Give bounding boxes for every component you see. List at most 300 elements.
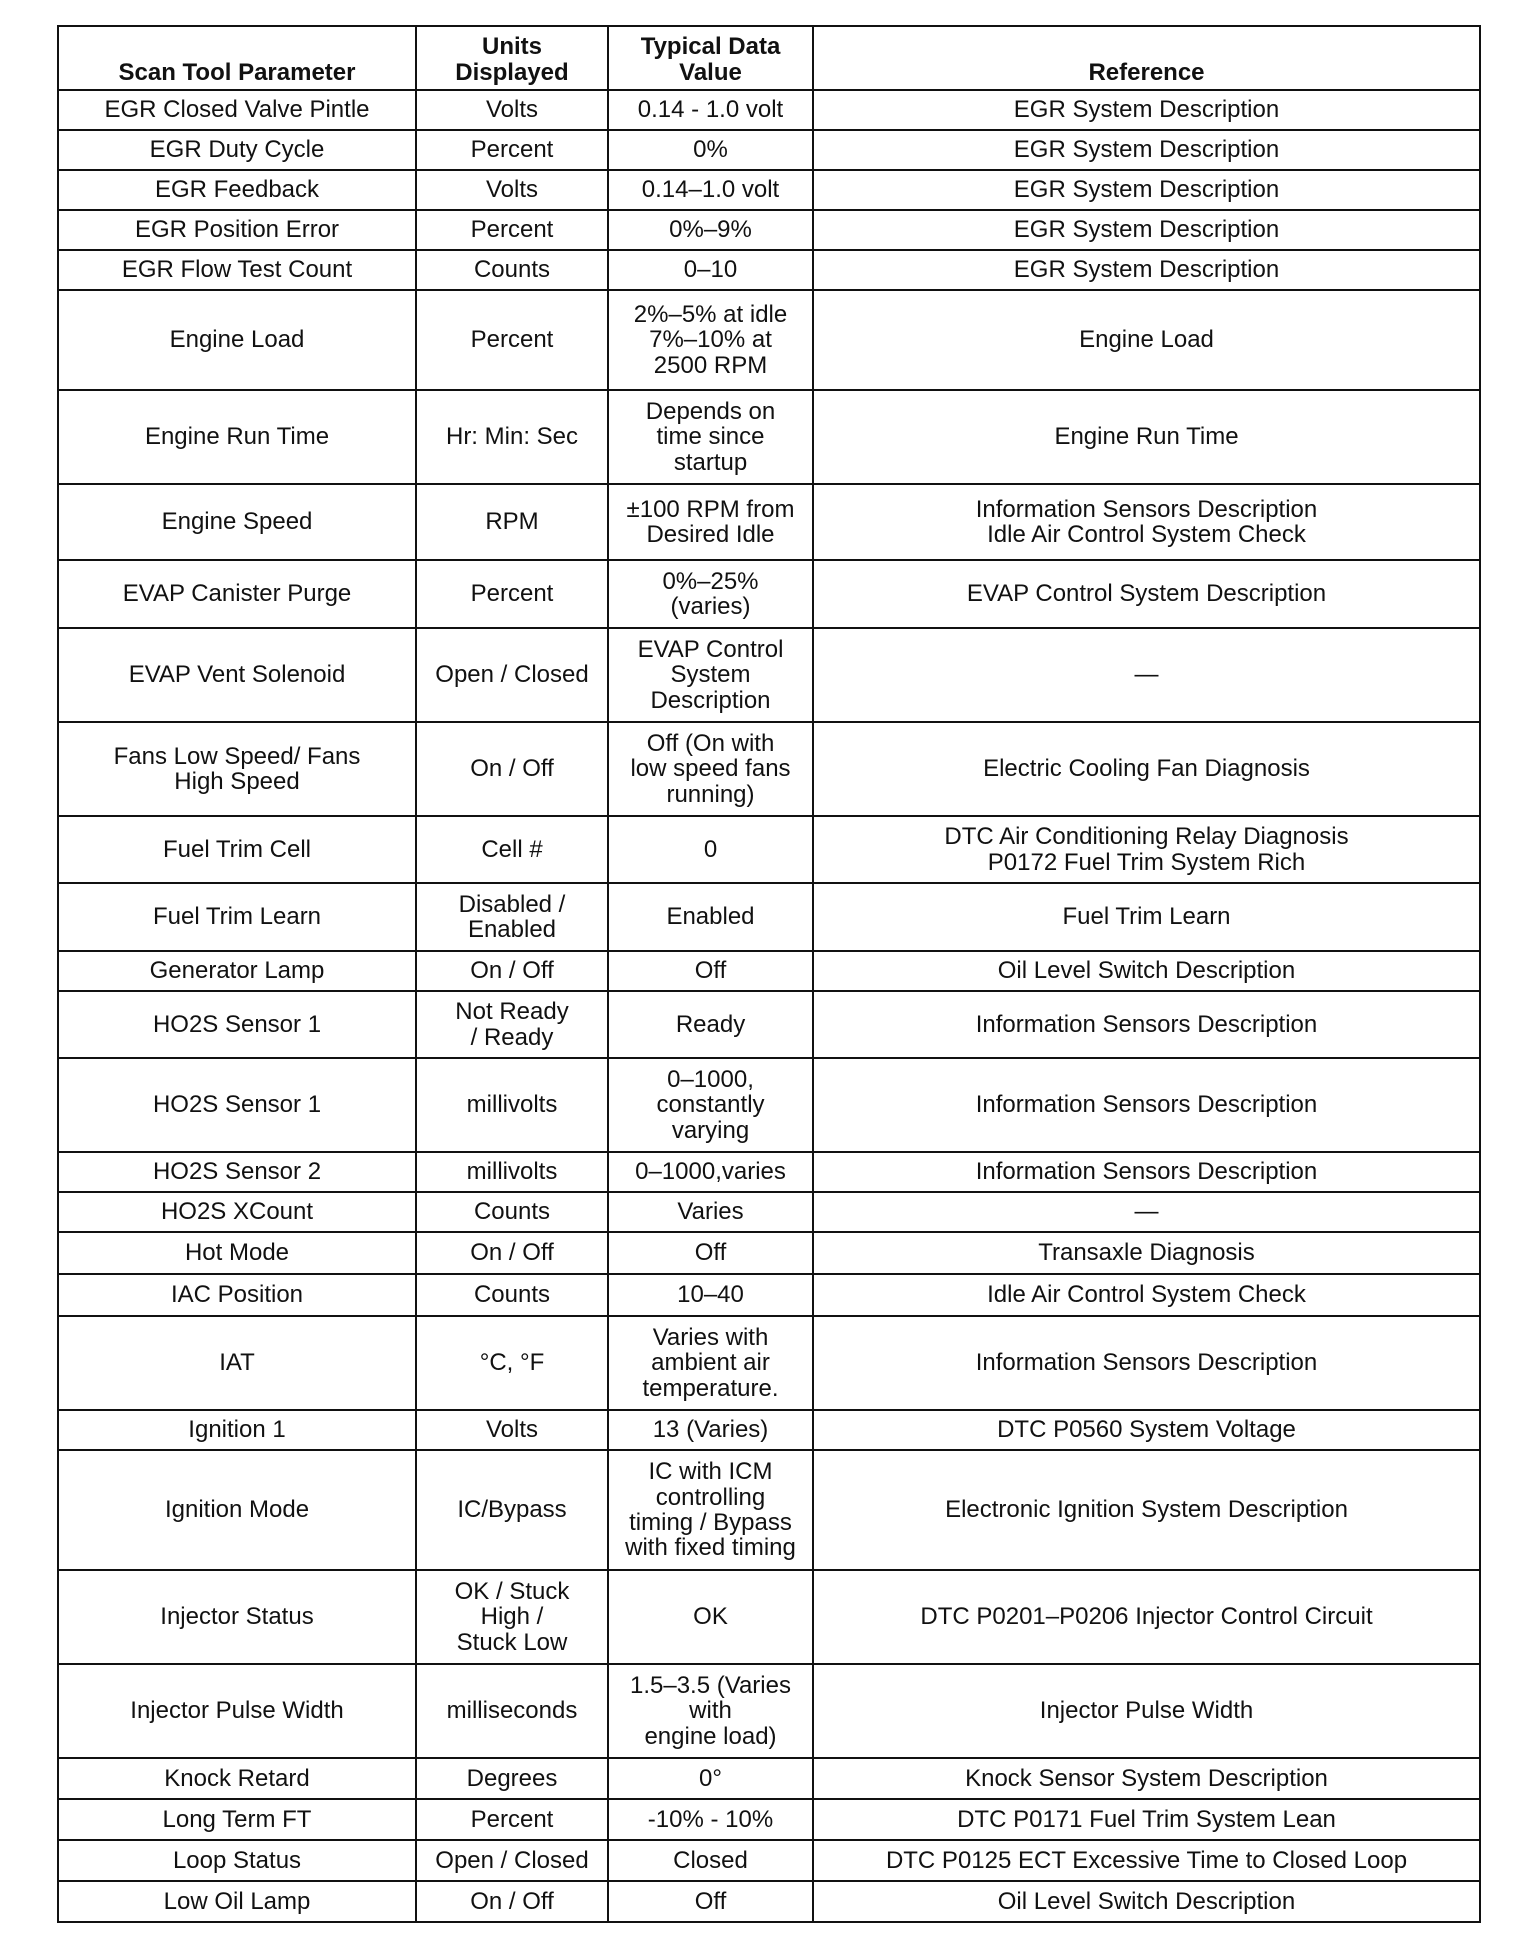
typical-data-value-line: 0.14 - 1.0 volt [637,96,784,124]
reference-line: DTC Air Conditioning Relay Diagnosis [944,823,1349,851]
units-displayed-cell [416,170,608,210]
table-row [58,90,1480,130]
units-displayed-cell [416,1664,608,1758]
reference-line: Oil Level Switch Description [997,1887,1296,1915]
scan-tool-parameter-line: Engine Load [169,326,305,354]
typical-data-value-line: System [670,661,751,689]
reference-cell [813,170,1480,210]
reference-cell [813,1840,1480,1881]
scan-tool-parameter-cell [58,1232,416,1274]
column-header-line: Scan Tool Parameter [118,58,356,86]
scan-tool-parameter-line: HO2S Sensor 1 [152,1010,322,1038]
units-displayed-line: Cell # [481,835,543,863]
reference-line: EGR System Description [1013,176,1280,204]
reference-line: Engine Load [1079,326,1214,354]
reference-cell [813,250,1480,290]
typical-data-value-cell [608,1664,813,1758]
reference-line: Fuel Trim Learn [1062,903,1231,931]
units-displayed-line: Disabled / [458,890,566,918]
typical-data-value-line: 2500 RPM [653,351,768,379]
typical-data-value-cell [608,1840,813,1881]
units-displayed-cell [416,1274,608,1316]
reference-cell [813,1570,1480,1664]
typical-data-value-line: Enabled [666,903,755,931]
units-displayed-cell [416,628,608,722]
scan-tool-parameter-line: EGR Flow Test Count [121,256,353,284]
table-row [58,628,1480,722]
scan-tool-parameter-cell [58,1881,416,1922]
table-row [58,1316,1480,1410]
scan-tool-parameter-cell [58,130,416,170]
reference-cell [813,290,1480,390]
reference-line: Transaxle Diagnosis [1038,1239,1255,1267]
typical-data-value-cell [608,1450,813,1570]
table-row [58,1450,1480,1570]
scan-tool-parameter-cell [58,210,416,250]
scan-tool-parameter-cell [58,1570,416,1664]
document-page [57,25,1479,1923]
units-displayed-line: °C, °F [479,1349,545,1377]
typical-data-value-line: 0 [703,835,718,863]
typical-data-value-line: Description [650,686,771,714]
typical-data-value-line: OK [693,1603,728,1631]
units-displayed-line: milliseconds [446,1697,578,1725]
units-displayed-cell [416,1758,608,1799]
typical-data-value-cell [608,951,813,991]
scan-tool-parameter-cell [58,1799,416,1840]
scan-tool-parameter-line: Generator Lamp [149,957,325,985]
typical-data-value-cell [608,1410,813,1450]
units-displayed-cell [416,1232,608,1274]
typical-data-value-cell [608,170,813,210]
typical-data-value-line: with [689,1697,732,1725]
typical-data-value-cell [608,130,813,170]
typical-data-value-cell [608,1881,813,1922]
scan-tool-parameter-line: EGR Closed Valve Pintle [104,96,370,124]
reference-line: Information Sensors Description [975,1091,1318,1119]
units-displayed-cell [416,1840,608,1881]
scan-tool-parameter-line: Fuel Trim Learn [152,903,322,931]
units-displayed-line: Counts [473,1198,551,1226]
typical-data-value-line: 0° [699,1764,722,1792]
typical-data-value-line: -10% - 10% [647,1805,774,1833]
units-displayed-line: Volts [485,96,539,124]
scan-tool-parameter-line: Injector Status [160,1603,314,1631]
units-displayed-line: Volts [485,176,539,204]
column-header-scan-tool-parameter [58,26,416,90]
scan-tool-parameter-line: Engine Run Time [144,423,330,451]
table-row [58,1758,1480,1799]
units-displayed-line: OK / Stuck [454,1577,570,1605]
scan-tool-parameter-line: HO2S XCount [160,1198,314,1226]
scan-tool-parameter-cell [58,170,416,210]
units-displayed-line: High / [480,1603,544,1631]
scan-tool-parameter-cell [58,628,416,722]
typical-data-value-cell [608,560,813,628]
scan-tool-parameter-cell [58,722,416,816]
table-row [58,1664,1480,1758]
column-header-line: Displayed [455,58,569,86]
units-displayed-line: Open / Closed [435,1846,589,1874]
reference-line: EGR System Description [1013,216,1280,244]
typical-data-value-line: 0–1000, [667,1065,754,1093]
units-displayed-line: Stuck Low [456,1628,568,1656]
typical-data-value-line: Desired Idle [646,521,775,548]
scan-tool-parameter-cell [58,1840,416,1881]
scan-tool-parameter-line: High Speed [174,768,300,795]
reference-cell [813,816,1480,883]
typical-data-value-line: 0.14–1.0 volt [641,176,780,204]
units-displayed-line: / Ready [470,1023,554,1051]
typical-data-value-cell [608,250,813,290]
typical-data-value-cell [608,1570,813,1664]
typical-data-value-line: 7%–10% at [649,326,772,354]
units-displayed-line: millivolts [466,1091,558,1119]
table-row [58,1058,1480,1152]
reference-line: Idle Air Control System Check [987,1281,1306,1309]
reference-cell [813,1758,1480,1799]
scan-tool-parameter-cell [58,1152,416,1192]
units-displayed-line: millivolts [466,1158,558,1186]
typical-data-value-cell [608,1758,813,1799]
scan-tool-parameter-cell [58,883,416,951]
units-displayed-line: Not Ready [455,998,569,1026]
typical-data-value-line: Varies with [652,1323,769,1351]
units-displayed-cell [416,951,608,991]
column-header-reference [813,26,1480,90]
reference-cell [813,1881,1480,1922]
table-row [58,210,1480,250]
reference-cell [813,1192,1480,1232]
units-displayed-cell [416,1881,608,1922]
typical-data-value-line: 0–1000,varies [635,1158,786,1186]
typical-data-value-cell [608,290,813,390]
table-row [58,560,1480,628]
units-displayed-cell [416,90,608,130]
typical-data-value-line: engine load) [644,1722,777,1750]
scan-tool-parameter-cell [58,1274,416,1316]
typical-data-value-cell [608,1058,813,1152]
typical-data-value-line: Off [694,1239,727,1267]
table-row [58,1799,1480,1840]
typical-data-value-line: with fixed timing [625,1534,796,1562]
table-row [58,290,1480,390]
scan-tool-parameter-cell [58,951,416,991]
units-displayed-cell [416,484,608,560]
scan-tool-parameter-cell [58,290,416,390]
reference-line: Idle Air Control System Check [987,521,1306,548]
reference-line: Information Sensors Description [975,495,1318,523]
table-row [58,250,1480,290]
reference-line: Information Sensors Description [975,1158,1318,1186]
typical-data-value-line: Varies [677,1198,744,1226]
scan-tool-parameter-line: IAC Position [170,1281,304,1309]
units-displayed-line: On / Off [470,755,554,783]
units-displayed-line: Degrees [466,1764,558,1792]
scan-tool-parameter-line: Ignition 1 [188,1416,286,1444]
typical-data-value-line: 13 (Varies) [652,1416,769,1444]
units-displayed-cell [416,1799,608,1840]
typical-data-value-line: low speed fans [630,755,791,783]
units-displayed-line: Counts [473,1281,551,1309]
units-displayed-cell [416,290,608,390]
table-row [58,1570,1480,1664]
reference-cell [813,90,1480,130]
reference-line: DTC P0125 ECT Excessive Time to Closed Loop [885,1846,1408,1874]
units-displayed-line: Percent [470,1805,554,1833]
scan-tool-parameter-cell [58,484,416,560]
typical-data-value-line: constantly [656,1091,765,1119]
scan-tool-parameter-cell [58,560,416,628]
column-header-line: Value [679,58,742,86]
table-body [58,90,1480,1922]
reference-cell [813,883,1480,951]
table-header-row [58,26,1480,90]
units-displayed-cell [416,390,608,484]
typical-data-value-line: controlling [655,1483,766,1511]
typical-data-value-line: startup [673,448,748,476]
typical-data-value-line: Off [694,1887,727,1915]
table-row [58,484,1480,560]
reference-line: Electronic Ignition System Description [945,1496,1348,1524]
table-row [58,951,1480,991]
reference-cell [813,628,1480,722]
typical-data-value-line: 1.5–3.5 (Varies [630,1671,791,1699]
typical-data-value-line: (varies) [670,593,751,620]
reference-cell [813,951,1480,991]
scan-tool-parameter-line: EGR Feedback [154,176,320,204]
reference-line: Injector Pulse Width [1039,1697,1254,1725]
typical-data-value-line: Depends on [645,397,776,425]
units-displayed-line: Counts [473,256,551,284]
typical-data-value-cell [608,1232,813,1274]
reference-line: DTC P0560 System Voltage [997,1416,1296,1444]
column-header-units-displayed [416,26,608,90]
typical-data-value-line: running) [666,780,755,808]
scan-tool-parameter-cell [58,1316,416,1410]
reference-line: Knock Sensor System Description [965,1764,1328,1792]
typical-data-value-cell [608,816,813,883]
typical-data-value-cell [608,1192,813,1232]
scan-tool-data-table [57,25,1481,1923]
typical-data-value-line: ±100 RPM from [626,495,795,523]
units-displayed-cell [416,1570,608,1664]
units-displayed-cell [416,1450,608,1570]
reference-cell [813,1232,1480,1274]
units-displayed-line: IC/Bypass [457,1496,567,1524]
units-displayed-cell [416,1192,608,1232]
reference-line: Engine Run Time [1054,423,1239,451]
units-displayed-line: Open / Closed [435,661,589,689]
units-displayed-cell [416,991,608,1058]
typical-data-value-line: 2%–5% at idle [633,300,788,328]
typical-data-value-cell [608,1274,813,1316]
units-displayed-cell [416,1316,608,1410]
units-displayed-cell [416,883,608,951]
table-row [58,816,1480,883]
table-row [58,722,1480,816]
scan-tool-parameter-line: EGR Position Error [134,216,340,244]
scan-tool-parameter-cell [58,90,416,130]
scan-tool-parameter-line: Knock Retard [164,1764,310,1792]
table-row [58,883,1480,951]
typical-data-value-line: IC with ICM [648,1458,773,1486]
typical-data-value-cell [608,1799,813,1840]
reference-line: Oil Level Switch Description [997,957,1296,985]
typical-data-value-cell [608,883,813,951]
units-displayed-cell [416,1058,608,1152]
typical-data-value-line: 0% [693,136,728,164]
reference-line: DTC P0201–P0206 Injector Control Circuit [920,1603,1373,1631]
scan-tool-parameter-line: Ignition Mode [164,1496,310,1524]
scan-tool-parameter-line: Fuel Trim Cell [162,835,312,863]
units-displayed-line: RPM [485,508,539,536]
units-displayed-cell [416,1152,608,1192]
scan-tool-parameter-line: HO2S Sensor 2 [152,1158,322,1186]
reference-line: EVAP Control System Description [966,580,1327,608]
reference-cell [813,1799,1480,1840]
typical-data-value-line: 0%–25% [662,567,759,595]
reference-line: — [1134,661,1159,689]
typical-data-value-line: Closed [673,1846,748,1874]
table-row [58,1152,1480,1192]
reference-cell [813,1152,1480,1192]
reference-line: — [1134,1198,1159,1226]
scan-tool-parameter-line: EVAP Vent Solenoid [128,661,346,689]
units-displayed-cell [416,816,608,883]
reference-cell [813,130,1480,170]
units-displayed-line: Hr: Min: Sec [445,423,579,451]
scan-tool-parameter-cell [58,816,416,883]
typical-data-value-line: 0%–9% [669,216,752,244]
column-header-line: Reference [1088,58,1205,86]
typical-data-value-line: ambient air [651,1349,770,1377]
table-row [58,130,1480,170]
reference-line: EGR System Description [1013,136,1280,164]
typical-data-value-cell [608,210,813,250]
units-displayed-cell [416,1410,608,1450]
scan-tool-parameter-cell [58,1450,416,1570]
typical-data-value-line: Ready [675,1010,746,1038]
scan-tool-parameter-cell [58,1410,416,1450]
reference-line: P0172 Fuel Trim System Rich [987,848,1306,876]
scan-tool-parameter-cell [58,1058,416,1152]
reference-cell [813,560,1480,628]
units-displayed-cell [416,722,608,816]
reference-line: Information Sensors Description [975,1349,1318,1377]
units-displayed-cell [416,130,608,170]
typical-data-value-line: varying [671,1116,750,1144]
reference-line: Electric Cooling Fan Diagnosis [983,755,1310,783]
reference-cell [813,1664,1480,1758]
units-displayed-cell [416,250,608,290]
scan-tool-parameter-line: EGR Duty Cycle [149,136,325,164]
units-displayed-cell [416,560,608,628]
typical-data-value-line: EVAP Control [637,635,784,663]
reference-cell [813,722,1480,816]
scan-tool-parameter-line: Engine Speed [161,508,313,536]
typical-data-value-line: temperature. [642,1374,779,1402]
scan-tool-parameter-line: Hot Mode [184,1239,290,1267]
reference-cell [813,1410,1480,1450]
units-displayed-line: Percent [470,326,554,354]
reference-cell [813,390,1480,484]
typical-data-value-line: timing / Bypass [629,1509,792,1536]
scan-tool-parameter-line: EVAP Canister Purge [122,580,352,608]
units-displayed-line: Volts [485,1416,539,1444]
typical-data-value-line: 10–40 [677,1281,744,1309]
units-displayed-line: Percent [470,580,554,608]
reference-cell [813,1316,1480,1410]
table-row [58,1192,1480,1232]
units-displayed-line: Enabled [467,916,557,943]
scan-tool-parameter-cell [58,1758,416,1799]
units-displayed-line: On / Off [470,957,554,985]
table-row [58,1881,1480,1922]
table-row [58,1232,1480,1274]
reference-cell [813,210,1480,250]
units-displayed-line: Percent [470,216,554,244]
typical-data-value-line: 0–10 [683,256,738,284]
reference-cell [813,1274,1480,1316]
typical-data-value-cell [608,722,813,816]
table-row [58,390,1480,484]
reference-line: EGR System Description [1013,256,1280,284]
reference-cell [813,1058,1480,1152]
table-row [58,1840,1480,1881]
scan-tool-parameter-line: HO2S Sensor 1 [152,1091,322,1119]
typical-data-value-line: Off [694,957,727,985]
typical-data-value-cell [608,628,813,722]
table-row [58,1410,1480,1450]
column-header-line: Units [482,33,542,61]
scan-tool-parameter-cell [58,1192,416,1232]
typical-data-value-line: time since [656,423,765,451]
units-displayed-line: On / Off [470,1887,554,1915]
typical-data-value-cell [608,1152,813,1192]
table-row [58,170,1480,210]
scan-tool-parameter-line: Long Term FT [162,1805,312,1833]
scan-tool-parameter-line: Fans Low Speed/ Fans [113,742,361,770]
units-displayed-line: On / Off [470,1239,554,1267]
scan-tool-parameter-cell [58,991,416,1058]
typical-data-value-cell [608,1316,813,1410]
typical-data-value-cell [608,390,813,484]
column-header-line: Typical Data [640,33,781,61]
reference-cell [813,1450,1480,1570]
scan-tool-parameter-line: IAT [219,1349,255,1377]
table-row [58,991,1480,1058]
typical-data-value-cell [608,991,813,1058]
scan-tool-parameter-line: Loop Status [172,1846,302,1874]
reference-cell [813,484,1480,560]
column-header-typical-data-value [608,26,813,90]
typical-data-value-line: Off (On with [646,729,775,757]
reference-line: EGR System Description [1013,96,1280,124]
scan-tool-parameter-line: Injector Pulse Width [130,1697,344,1725]
scan-tool-parameter-line: Low Oil Lamp [163,1887,311,1915]
units-displayed-line: Percent [470,136,554,164]
table-row [58,1274,1480,1316]
reference-line: DTC P0171 Fuel Trim System Lean [957,1805,1336,1833]
units-displayed-cell [416,210,608,250]
reference-cell [813,991,1480,1058]
scan-tool-parameter-cell [58,1664,416,1758]
scan-tool-parameter-cell [58,390,416,484]
typical-data-value-cell [608,484,813,560]
typical-data-value-cell [608,90,813,130]
scan-tool-parameter-cell [58,250,416,290]
